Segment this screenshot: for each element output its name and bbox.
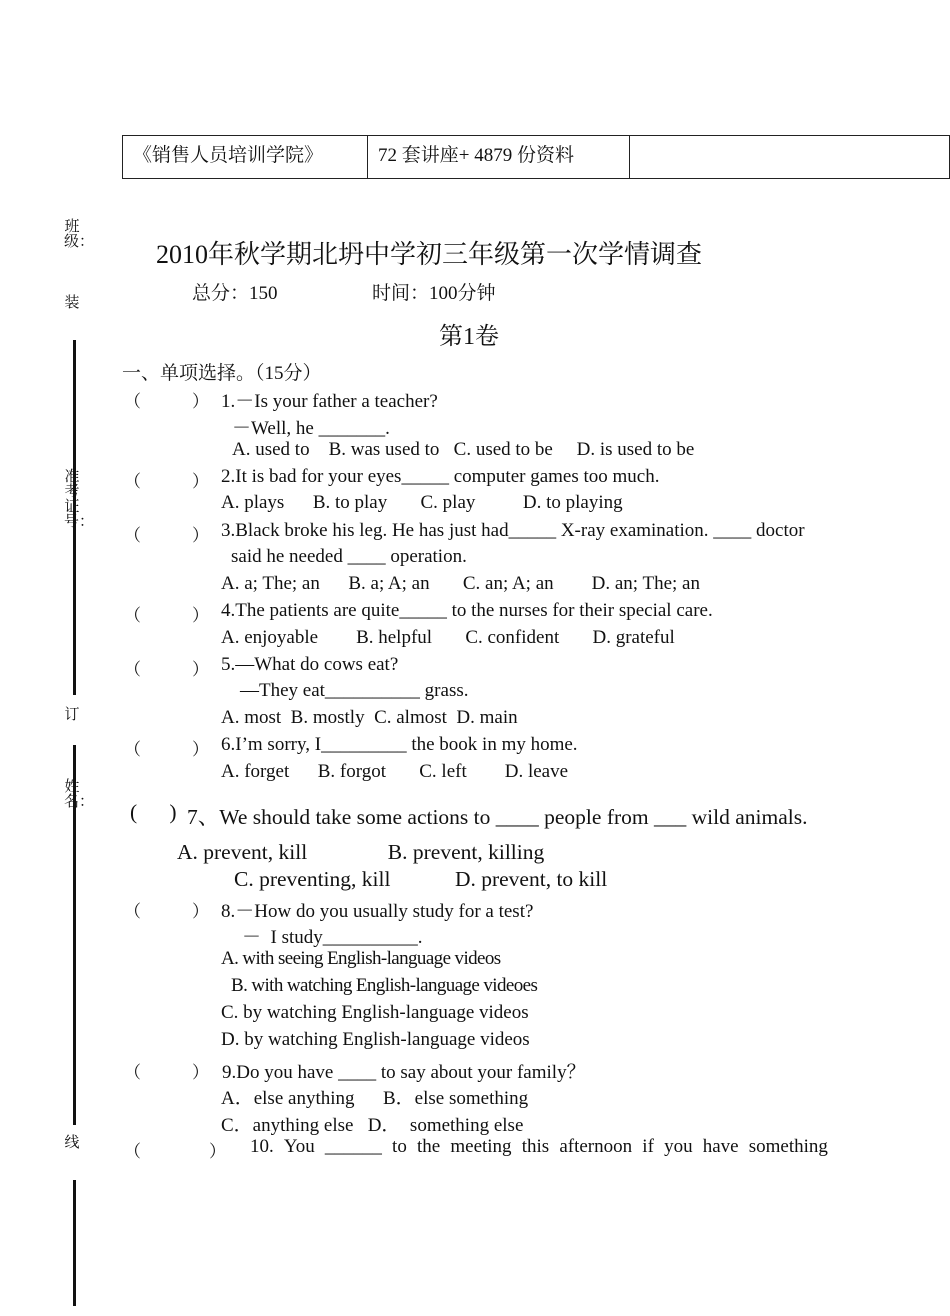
total-score: 总分：150 xyxy=(192,283,278,304)
question-7-options-2: C. preventing, kill D. prevent, to kill xyxy=(234,867,608,891)
question-3-options: A. a; The; an B. a; A; an C. an; A; an D. an; The; an xyxy=(221,573,700,594)
binding-zhuang: 装 xyxy=(64,295,80,311)
question-4-options: A. enjoyable B. helpful C. confident D. grateful xyxy=(221,627,675,648)
answer-blank-q1[interactable]: （ ） xyxy=(124,392,209,411)
q10-word: afternoon xyxy=(559,1136,633,1157)
question-2-options: A. plays B. to play C. play D. to playing xyxy=(221,492,623,513)
question-4-stem: 4.The patients are quite_____ to the nurses for their special care. xyxy=(221,600,713,621)
question-9-options-1: A．else anything B．else something xyxy=(221,1088,529,1109)
name-label: 姓名： xyxy=(64,779,95,810)
q10-word: you xyxy=(664,1136,693,1157)
q10-word: meeting xyxy=(450,1136,512,1157)
question-9-options-2: C．anything else D． something else xyxy=(221,1115,524,1136)
question-5-stem2: —They eat__________ grass. xyxy=(240,680,469,701)
answer-blank-q5[interactable]: （ ） xyxy=(124,660,209,679)
question-1-stem: 1.－Is your father a teacher? xyxy=(221,391,438,412)
question-8-stem: 8.－How do you usually study for a test? xyxy=(221,901,534,922)
question-8-stem2: － I study__________. xyxy=(242,927,423,948)
answer-blank-q4[interactable]: （ ） xyxy=(124,606,209,625)
q10-word: You xyxy=(283,1136,315,1157)
question-8-option-b: B. with watching English-language videoes xyxy=(231,975,538,996)
question-1-stem2: －Well, he _______. xyxy=(232,418,390,439)
question-6-stem: 6.I’m sorry, I_________ the book in my home. xyxy=(221,734,578,755)
header-cell-training: 《销售人员培训学院》 xyxy=(133,145,324,166)
header-cell-materials: 72 套讲座+ 4879 份资料 xyxy=(367,136,629,178)
answer-blank-q2[interactable]: （ ） xyxy=(124,472,209,491)
answer-blank-q7[interactable]: ( ) xyxy=(130,800,177,824)
answer-blank-q9[interactable]: （ ） xyxy=(124,1063,209,1082)
q10-word: have xyxy=(702,1136,739,1157)
answer-blank-q10[interactable]: （ ） xyxy=(124,1142,226,1161)
question-8-option-d: D. by watching English-language videos xyxy=(221,1029,530,1050)
question-1-options: A. used to B. was used to C. used to be D. is used to be xyxy=(232,439,695,460)
binding-ding: 订 xyxy=(64,707,80,723)
question-10-stem xyxy=(250,1136,828,1158)
question-3-stem2: said he needed ____ operation. xyxy=(231,546,467,567)
answer-blank-q8[interactable]: （ ） xyxy=(124,902,209,921)
question-7-options-1: A. prevent, kill B. prevent, killing xyxy=(177,840,545,864)
exam-title: 2010年秋学期北坍中学初三年级第一次学情调查 xyxy=(156,240,703,269)
q10-word: ______ xyxy=(324,1136,382,1157)
question-7-stem: 7、We should take some actions to ____ people from ___ wild animals. xyxy=(187,805,808,829)
question-5-stem: 5.—What do cows eat? xyxy=(221,654,399,675)
exam-number-label: 准考证号： xyxy=(64,469,95,530)
exam-time: 时间：100分钟 xyxy=(372,283,496,304)
header-table xyxy=(122,135,950,179)
header-cell-empty xyxy=(629,136,949,178)
question-3-stem: 3.Black broke his leg. He has just had_____ X-ray examination. ____ doctor xyxy=(221,520,805,541)
question-8-option-a: A. with seeing English-language videos xyxy=(221,948,501,969)
question-8-option-c: C. by watching English-language videos xyxy=(221,1002,529,1023)
question-9-stem: 9.Do you have ____ to say about your family？ xyxy=(222,1062,586,1083)
binding-xian: 线 xyxy=(64,1135,80,1151)
answer-blank-q6[interactable]: （ ） xyxy=(124,740,209,759)
q10-word: the xyxy=(416,1136,441,1157)
q10-word: 10. xyxy=(250,1136,274,1157)
q10-word: this xyxy=(521,1136,550,1157)
q10-word: if xyxy=(642,1136,654,1157)
question-6-options: A. forget B. forgot C. left D. leave xyxy=(221,761,569,782)
section-heading: 一、单项选择。（15分） xyxy=(122,363,322,384)
question-5-options: A. most B. mostly C. almost D. main xyxy=(221,707,518,728)
answer-blank-q3[interactable]: （ ） xyxy=(124,526,209,545)
q10-word: something xyxy=(748,1136,828,1157)
class-label: 班级： xyxy=(64,219,95,250)
q10-word: to xyxy=(392,1136,407,1157)
question-2-stem: 2.It is bad for your eyes_____ computer games too much. xyxy=(221,466,660,487)
binding-line-3 xyxy=(73,1180,76,1306)
volume-label: 第1卷 xyxy=(439,324,499,350)
